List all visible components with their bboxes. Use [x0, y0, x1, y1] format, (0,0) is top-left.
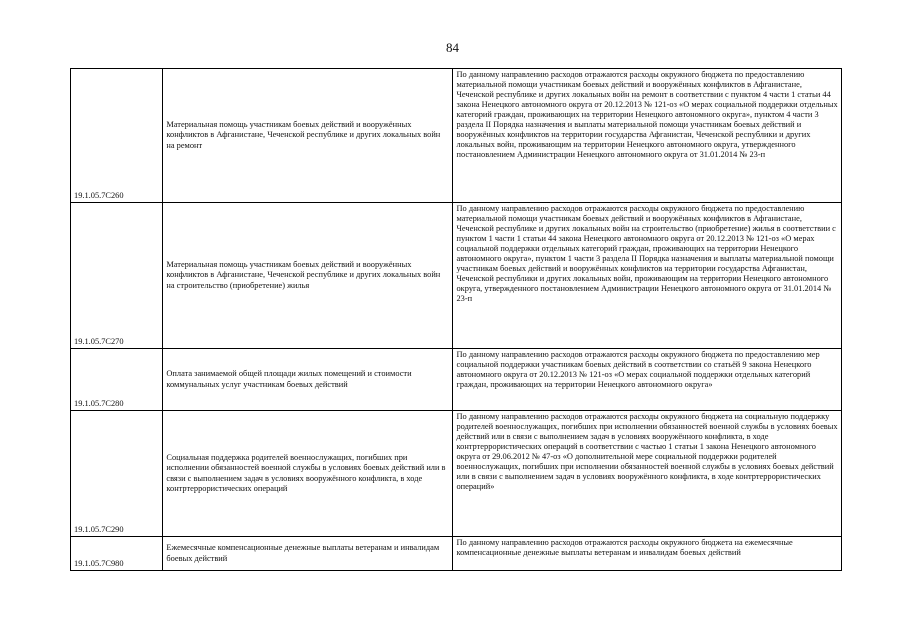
table-row: [71, 349, 842, 411]
table-row: [71, 203, 842, 349]
row-code: 19.1.05.7С260: [71, 69, 163, 203]
row-name: Социальная поддержка родителей военнослужащих, погибших при исполнении обязанностей военной службы в условиях боевых действий или в связи с выполнением задач в условиях вооружённого конфликта, в ходе контртеррористических операций: [163, 411, 453, 537]
row-description: По данному направлению расходов отражаются расходы окружного бюджета на социальную поддержку родителей военнослужащих, погибших при исполнении обязанностей военной службы в условиях боевых действий или в связи с выполнением задач в условиях вооружённого конфликта, в ходе контртеррористических операций в соответствии с частью 1 статьи 1 закона Ненецкого автономного округа от 29.06.2012 № 47-оз «О дополнительной мере социальной поддержки родителей военнослужащих, погибших при исполнении обязанностей военной службы в условиях боевых действий или в связи с выполнением задач в условиях вооружённого конфликта, в ходе контртеррористических операций»: [453, 411, 842, 537]
row-code: 19.1.05.7С980: [71, 537, 163, 571]
row-name: Материальная помощь участникам боевых действий и вооружённых конфликтов в Афганистане, Чеченской республике и других локальных войн на строительство (приобретение) жилья: [163, 203, 453, 349]
page-number: 84: [446, 40, 459, 55]
row-code: 19.1.05.7С280: [71, 349, 163, 411]
budget-classification-table: [70, 68, 842, 571]
row-code: 19.1.05.7С270: [71, 203, 163, 349]
table-row: [71, 411, 842, 537]
row-description: По данному направлению расходов отражаются расходы окружного бюджета по предоставлению материальной помощи участникам боевых действий и вооружённых конфликтов в Афганистане, Чеченской республике и других локальных войн на ремонт в соответствии с пунктом 4 части 1 статьи 44 закона Ненецкого автономного округа от 20.12.2013 № 121-оз «О мерах социальной поддержки отдельных категорий граждан, проживающих на территории Ненецкого автономного округа», пунктом 4 части 3 раздела II Порядка назначения и выплаты материальной помощи участникам боевых действий и вооружённых конфликтов на территории государства Афганистан, Чеченской республики и других локальных войн, проживающим на территории Ненецкого автономного округа, утвержденного постановлением Администрации Ненецкого автономного округа от 31.01.2014 № 23-п: [453, 69, 842, 203]
row-code: 19.1.05.7С290: [71, 411, 163, 537]
table-row: [71, 69, 842, 203]
table-row: [71, 537, 842, 571]
row-name: Оплата занимаемой общей площади жилых помещений и стоимости коммунальных услуг участникам боевых действий: [163, 349, 453, 411]
row-name: Ежемесячные компенсационные денежные выплаты ветеранам и инвалидам боевых действий: [163, 537, 453, 571]
row-description: По данному направлению расходов отражаются расходы окружного бюджета на ежемесячные компенсационные денежные выплаты ветеранам и инвалидам боевых действий: [453, 537, 842, 571]
row-description: По данному направлению расходов отражаются расходы окружного бюджета по предоставлению материальной помощи участникам боевых действий и вооружённых конфликтов в Афганистане, Чеченской республике и других локальных войн на строительство (приобретение) жилья в соответствии с пунктом 1 части 1 статьи 44 закона Ненецкого автономного округа от 20.12.2013 № 121-оз «О мерах социальной поддержки отдельных категорий граждан, проживающих на территории Ненецкого автономного округа», пунктом 1 части 3 раздела II Порядка назначения и выплаты материальной помощи участникам боевых действий и вооружённых конфликтов на территории государства Афганистан, Чеченской республики и других локальных войн, проживающим на территории Ненецкого автономного округа, утвержденного постановлением Администрации Ненецкого автономного округа от 31.01.2014 № 23-п: [453, 203, 842, 349]
row-name: Материальная помощь участникам боевых действий и вооружённых конфликтов в Афганистане, Чеченской республике и других локальных войн на ремонт: [163, 69, 453, 203]
row-description: По данному направлению расходов отражаются расходы окружного бюджета по предоставлению мер социальной поддержки участникам боевых действий в соответствии со статьёй 9 закона Ненецкого автономного округа от 20.12.2013 № 121-оз «О мерах социальной поддержки отдельных категорий граждан, проживающих на территории Ненецкого автономного округа»: [453, 349, 842, 411]
